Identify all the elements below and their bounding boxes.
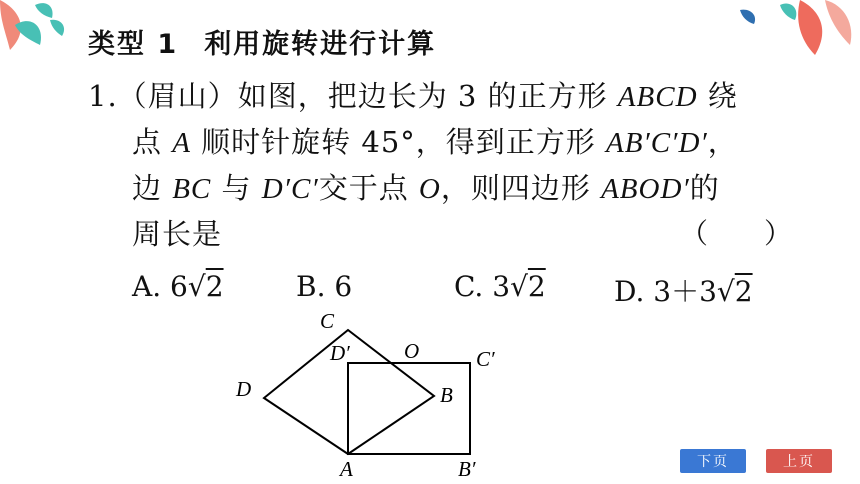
heading-type: 类型 1 [88, 29, 179, 60]
top-right-leaf-decoration [730, 0, 860, 60]
label-d-prime: D′ [330, 341, 350, 365]
question-number: 1. [88, 79, 118, 113]
label-d: D [236, 377, 252, 401]
label-b: B [440, 383, 453, 407]
question-line-2: 点 A 顺时针旋转 45°，得到正方形 AB′C′D′， [132, 125, 738, 159]
next-page-button[interactable]: 下页 [680, 449, 746, 473]
question-line-1: 1.（眉山）如图，把边长为 3 的正方形 ABCD 绕 [88, 79, 738, 113]
option-b[interactable]: B. 6 [296, 270, 353, 303]
question-source: （眉山） [117, 79, 238, 113]
question-line-4: 周长是 [132, 217, 223, 251]
option-d[interactable]: D. 3＋3√2 [614, 275, 753, 308]
label-o: O [404, 339, 420, 363]
question-line-3: 边 BC 与 D′C′交于点 O，则四边形 ABOD′的 [132, 171, 720, 205]
label-c-prime: C′ [476, 347, 495, 371]
answer-blank: （ ） [680, 217, 793, 250]
prev-page-button[interactable]: 上页 [766, 449, 832, 473]
label-c: C [320, 309, 335, 333]
label-b-prime: B′ [458, 457, 476, 480]
geometry-figure [228, 308, 508, 480]
label-a: A [340, 457, 353, 480]
option-c[interactable]: C. 3√2 [454, 270, 546, 303]
top-left-leaf-decoration [0, 0, 80, 70]
option-a[interactable]: A. 6√2 [132, 270, 224, 303]
heading-title: 利用旋转进行计算 [204, 29, 437, 60]
section-heading [88, 22, 436, 61]
